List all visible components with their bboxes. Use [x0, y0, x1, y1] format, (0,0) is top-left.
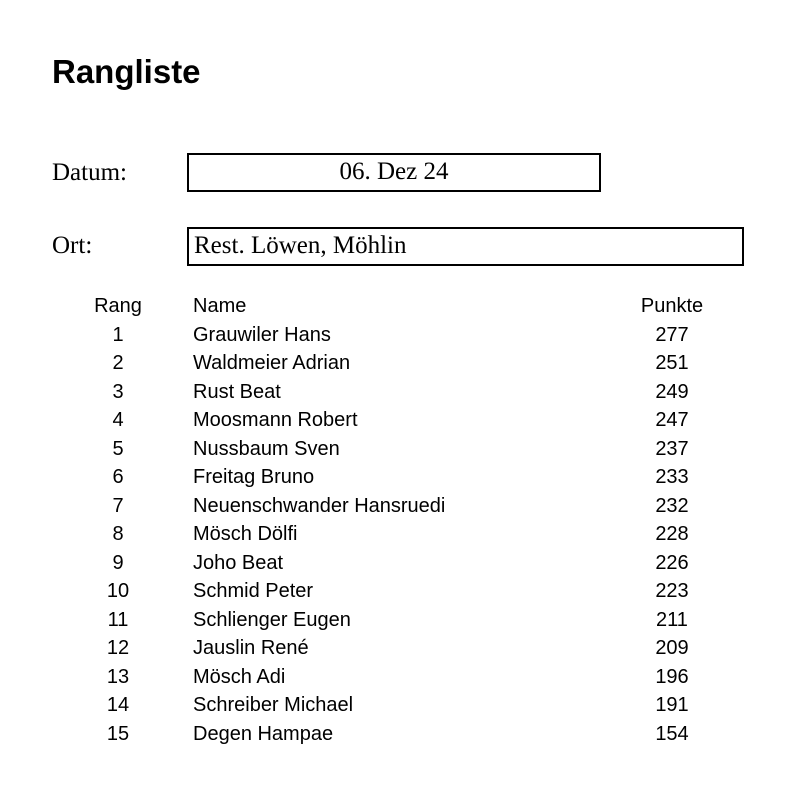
table-row: [0, 691, 785, 720]
table-row: [0, 492, 785, 521]
table-row: [0, 549, 785, 578]
header-rang: Rang: [94, 295, 142, 317]
name-cell: Grauwiler Hans: [193, 323, 331, 346]
points-cell: 211: [656, 608, 688, 631]
points-cell: 226: [655, 551, 689, 574]
points-cell: 277: [655, 323, 689, 346]
ort-label: Ort:: [52, 232, 93, 259]
table-row: [0, 321, 785, 350]
points-cell: 237: [655, 437, 689, 460]
points-cell: 209: [655, 637, 689, 659]
rank-cell: 2: [112, 352, 124, 374]
table-row: [0, 634, 785, 663]
header-punkte: Punkte: [640, 295, 704, 317]
rank-cell: 13: [106, 665, 130, 688]
table-body: [0, 321, 785, 749]
name-cell: Moosmann Robert: [193, 409, 358, 431]
name-cell: Rust Beat: [193, 380, 281, 403]
table-row: [0, 463, 785, 492]
table-row: [0, 663, 785, 692]
rank-cell: 14: [106, 694, 130, 716]
rank-cell: 4: [112, 409, 124, 431]
rank-cell: 6: [112, 466, 124, 488]
name-cell: Mösch Adi: [193, 665, 286, 688]
name-cell: Degen Hampae: [193, 722, 334, 745]
name-cell: Joho Beat: [193, 551, 284, 574]
name-cell: Mösch Dölfi: [193, 523, 298, 545]
name-cell: Neuenschwander Hansruedi: [193, 494, 446, 517]
points-cell: 154: [655, 722, 689, 745]
points-cell: 232: [655, 494, 689, 517]
points-cell: 196: [655, 665, 689, 688]
rank-cell: 1: [112, 323, 124, 346]
rank-cell: 8: [112, 523, 124, 545]
rank-cell: 3: [112, 380, 124, 403]
rank-cell: 10: [106, 580, 130, 602]
name-cell: Schreiber Michael: [193, 694, 354, 716]
rank-cell: 12: [106, 637, 130, 659]
datum-field: 06. Dez 24: [187, 153, 601, 192]
points-cell: 228: [655, 523, 689, 545]
points-cell: 251: [655, 352, 689, 374]
rank-cell: 5: [112, 437, 124, 460]
rank-cell: 7: [112, 494, 124, 517]
points-cell: 233: [655, 466, 689, 488]
name-cell: Jauslin René: [193, 637, 309, 659]
table-row: [0, 520, 785, 549]
header-name: Name: [193, 295, 247, 317]
name-cell: Freitag Bruno: [193, 466, 315, 488]
name-cell: Schlienger Eugen: [193, 608, 351, 631]
ranking-table: [0, 292, 785, 748]
points-cell: 223: [655, 580, 689, 602]
table-row: [0, 720, 785, 749]
table-row: [0, 406, 785, 435]
table-header-row: [0, 292, 785, 321]
table-row: [0, 606, 785, 635]
name-cell: Waldmeier Adrian: [193, 352, 351, 374]
name-cell: Nussbaum Sven: [193, 437, 340, 460]
table-row: [0, 577, 785, 606]
points-cell: 249: [655, 380, 689, 403]
name-cell: Schmid Peter: [193, 580, 314, 602]
rank-cell: 11: [107, 608, 129, 631]
rank-cell: 9: [112, 551, 124, 574]
points-cell: 191: [655, 694, 689, 716]
ort-field: Rest. Löwen, Möhlin: [187, 227, 744, 266]
table-row: [0, 378, 785, 407]
table-row: [0, 435, 785, 464]
datum-label: Datum:: [52, 159, 127, 186]
page-title: Rangliste: [52, 53, 201, 90]
rank-cell: 15: [106, 722, 130, 745]
table-row: [0, 349, 785, 378]
points-cell: 247: [655, 409, 689, 431]
